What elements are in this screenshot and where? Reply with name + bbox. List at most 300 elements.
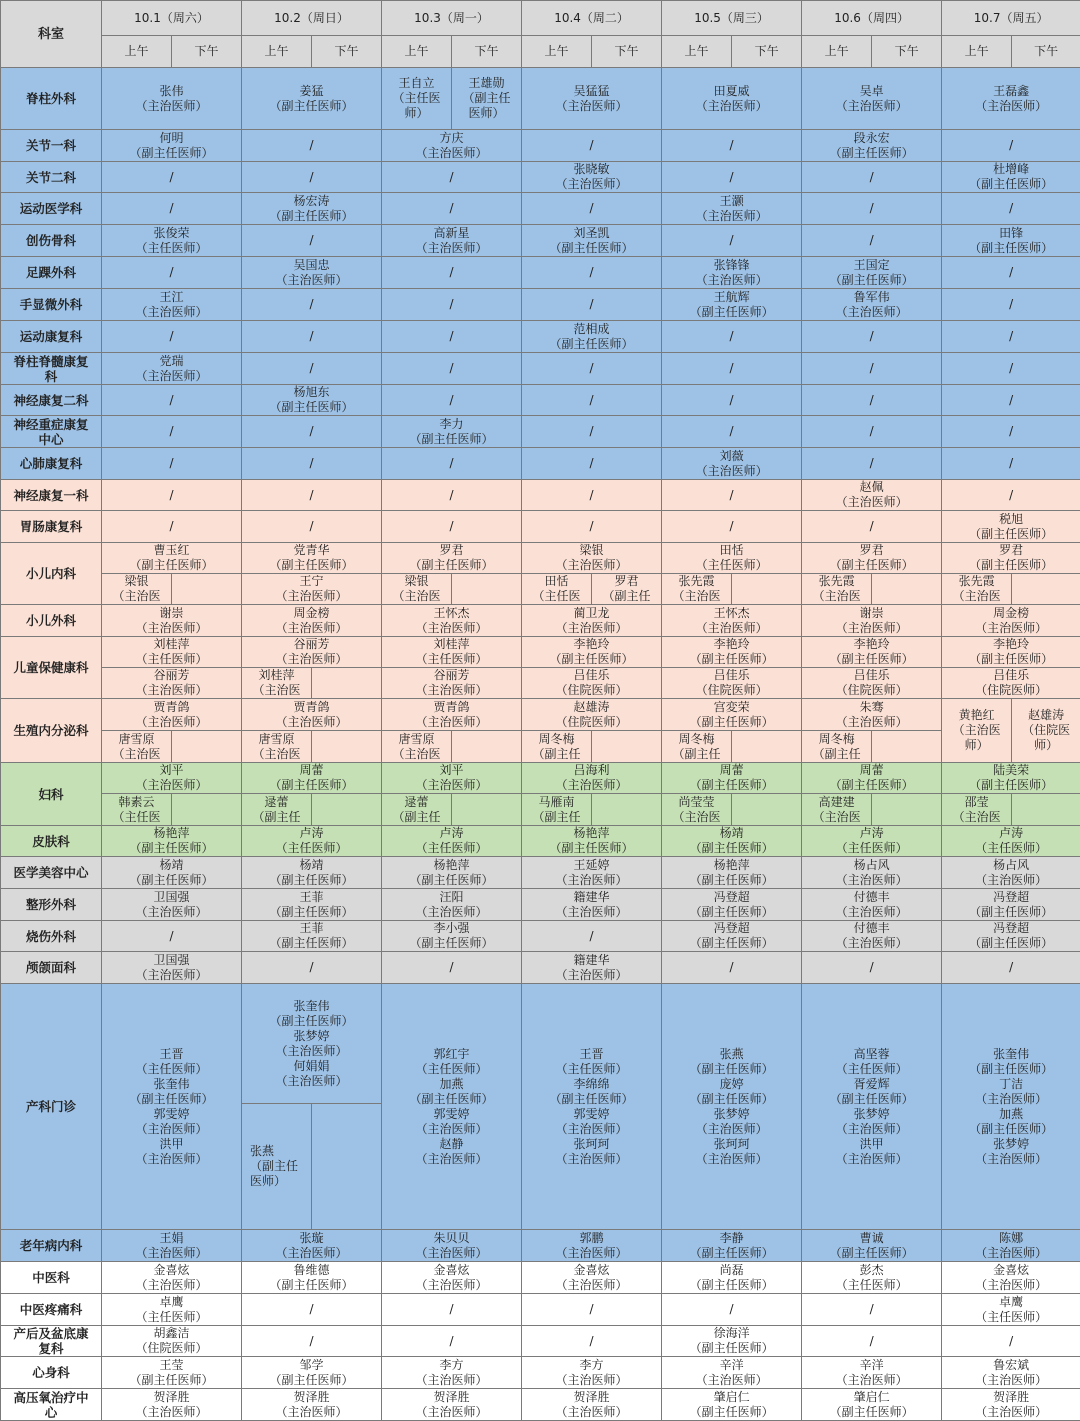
schedule-cell: / [382, 480, 522, 511]
pm-header: 下午 [1012, 36, 1080, 68]
pm-header: 下午 [172, 36, 242, 68]
dept-name: 烧伤外科 [1, 921, 102, 952]
schedule-cell: / [662, 321, 802, 353]
schedule-cell: 党瑞 （主治医师） [102, 353, 242, 385]
schedule-cell: 李小强 （副主任医师） [382, 921, 522, 952]
am-header: 上午 [662, 36, 732, 68]
schedule-cell: 谢崇 （主治医师） [802, 605, 942, 637]
dept-name: 高压氧治疗中 心 [1, 1389, 102, 1421]
schedule-cell: 王娟 （主治医师） [102, 1230, 242, 1262]
schedule-cell: / [662, 162, 802, 193]
schedule-cell: 杨占风 （主治医师） [802, 857, 942, 889]
schedule-cell: 王航辉 （副主任医师） [662, 289, 802, 321]
schedule-cell: / [382, 448, 522, 480]
schedule-cell: 卢涛 （主任医师） [942, 826, 1080, 857]
schedule-cell: 吴卓 （主治医师） [802, 68, 942, 130]
dept-name: 神经康复一科 [1, 480, 102, 511]
am-header: 上午 [242, 36, 312, 68]
dept-name: 颅颌面科 [1, 952, 102, 984]
schedule-cell [732, 794, 802, 826]
schedule-cell: 卢涛 （主任医师） [382, 826, 522, 857]
schedule-cell: 徐海洋 （副主任医师） [662, 1326, 802, 1357]
dept-name: 胃肠康复科 [1, 511, 102, 543]
schedule-cell: / [242, 130, 382, 162]
schedule-cell: / [382, 193, 522, 225]
schedule-cell: 杨旭东 （副主任医师） [242, 385, 382, 416]
schedule-cell [312, 1104, 382, 1230]
dept-name: 关节一科 [1, 130, 102, 162]
schedule-cell: 高新星 （主治医师） [382, 225, 522, 257]
table-row [1, 385, 1080, 416]
dept-name: 运动康复科 [1, 321, 102, 353]
schedule-cell: 汪阳 （主治医师） [382, 889, 522, 921]
schedule-cell: 谷丽芳 （主治医师） [382, 668, 522, 699]
am-header: 上午 [102, 36, 172, 68]
day-header: 10.6（周四） [802, 1, 942, 36]
day-header: 10.4（周二） [522, 1, 662, 36]
schedule-cell: 马雁南 （副主任 [522, 794, 592, 826]
schedule-cell [312, 668, 382, 699]
table-row [1, 353, 1080, 385]
table-row [1, 416, 1080, 448]
dept-name: 心肺康复科 [1, 448, 102, 480]
schedule-cell: / [382, 1294, 522, 1326]
schedule-cell: 张奎伟 （副主任医师） 张梦婷 （主治医师） 何娟娟 （主治医师） [242, 984, 382, 1104]
schedule-cell: 尚磊 （副主任医师） [662, 1262, 802, 1294]
schedule-cell: 贺泽胜 （主治医师） [522, 1389, 662, 1421]
schedule-cell: 王宁 （主治医师） [242, 574, 382, 605]
table-row [1, 731, 1080, 763]
schedule-cell: / [242, 480, 382, 511]
schedule-cell: / [382, 257, 522, 289]
schedule-cell: 王菲 （副主任医师） [242, 889, 382, 921]
schedule-cell: 张锋锋 （主治医师） [662, 257, 802, 289]
schedule-cell: 卫国强 （主治医师） [102, 952, 242, 984]
table-row [1, 480, 1080, 511]
schedule-cell: / [802, 416, 942, 448]
am-header: 上午 [522, 36, 592, 68]
am-header: 上午 [802, 36, 872, 68]
schedule-cell: 杨艳萍 （副主任医师） [522, 826, 662, 857]
schedule-cell: / [662, 353, 802, 385]
schedule-cell: 罗君 （副主任医师） [942, 543, 1080, 574]
schedule-cell: 逯蕾 （副主任 [382, 794, 452, 826]
table-row [1, 321, 1080, 353]
schedule-cell: / [802, 1294, 942, 1326]
schedule-cell [592, 794, 662, 826]
schedule-cell: / [662, 1294, 802, 1326]
schedule-cell: 杨宏涛 （副主任医师） [242, 193, 382, 225]
schedule-cell: 刘桂萍 （主任医师） [102, 637, 242, 668]
schedule-cell: / [662, 480, 802, 511]
schedule-cell: 贺泽胜 （主治医师） [242, 1389, 382, 1421]
schedule-cell: 鲁宏斌 （主治医师） [942, 1357, 1080, 1389]
schedule-cell: 金喜炫 （主治医师） [522, 1262, 662, 1294]
schedule-cell: / [942, 448, 1080, 480]
schedule-cell: / [942, 952, 1080, 984]
schedule-cell: 杨艳萍 （副主任医师） [662, 857, 802, 889]
schedule-cell: 蔺卫龙 （主治医师） [522, 605, 662, 637]
schedule-cell [732, 731, 802, 763]
schedule-cell [172, 574, 242, 605]
schedule-cell: 周金榜 （主治医师） [242, 605, 382, 637]
schedule-cell: 彭杰 （主任医师） [802, 1262, 942, 1294]
day-header: 10.7（周五） [942, 1, 1080, 36]
dept-name: 关节二科 [1, 162, 102, 193]
schedule-cell: 刘薇 （主治医师） [662, 448, 802, 480]
schedule-cell: / [942, 289, 1080, 321]
schedule-cell [592, 731, 662, 763]
schedule-cell: 唐雪原 （主治医 [102, 731, 172, 763]
schedule-cell: 吕海利 （主治医师） [522, 763, 662, 794]
schedule-cell: 鲁军伟 （主治医师） [802, 289, 942, 321]
schedule-cell: 张先霞 （主治医 [802, 574, 872, 605]
dept-name: 整形外科 [1, 889, 102, 921]
schedule-cell: / [102, 385, 242, 416]
schedule-cell: 吴猛猛 （主治医师） [522, 68, 662, 130]
schedule-cell: 周冬梅 （副主任 [522, 731, 592, 763]
schedule-cell: 卫国强 （主治医师） [102, 889, 242, 921]
schedule-cell: 税旭 （副主任医师） [942, 511, 1080, 543]
schedule-cell: 贺泽胜 （主治医师） [382, 1389, 522, 1421]
pm-header: 下午 [732, 36, 802, 68]
schedule-cell: 籍建华 （主治医师） [522, 952, 662, 984]
schedule-cell: / [942, 480, 1080, 511]
schedule-cell: 张燕 （副主任 医师） [242, 1104, 312, 1230]
schedule-cell [312, 731, 382, 763]
dept-name: 儿童保健康科 [1, 637, 102, 699]
schedule-cell: 贾青鸽 （主治医师） [242, 699, 382, 731]
schedule-cell: 李方 （主治医师） [522, 1357, 662, 1389]
schedule-cell: / [662, 225, 802, 257]
schedule-cell: 吴国忠 （主治医师） [242, 257, 382, 289]
schedule-cell: / [662, 952, 802, 984]
dept-name: 医学美容中心 [1, 857, 102, 889]
schedule-cell [312, 794, 382, 826]
schedule-cell: 王莹 （副主任医师） [102, 1357, 242, 1389]
schedule-cell: / [522, 385, 662, 416]
schedule-cell: 张俊荣 （主任医师） [102, 225, 242, 257]
schedule-cell: / [382, 353, 522, 385]
schedule-cell: 吕佳乐 （住院医师） [802, 668, 942, 699]
schedule-cell: 邵莹 （主治医 [942, 794, 1012, 826]
schedule-cell: / [102, 257, 242, 289]
schedule-cell: 胡鑫洁 （住院医师） [102, 1326, 242, 1357]
schedule-cell: / [522, 1326, 662, 1357]
schedule-cell [172, 794, 242, 826]
table-row [1, 637, 1080, 668]
schedule-cell: 张燕 （副主任医师） 庞婷 （副主任医师） 张梦婷 （主治医师） 张珂珂 （主治医师） [662, 984, 802, 1230]
schedule-cell: / [382, 511, 522, 543]
day-header: 10.5（周三） [662, 1, 802, 36]
schedule-cell: / [942, 353, 1080, 385]
schedule-cell: 杨靖 （副主任医师） [662, 826, 802, 857]
dept-name: 妇科 [1, 763, 102, 826]
pm-header: 下午 [592, 36, 662, 68]
schedule-cell: 韩素云 （主任医 [102, 794, 172, 826]
schedule-cell: 刘平 （主治医师） [382, 763, 522, 794]
table-row [1, 1230, 1080, 1262]
day-header: 10.1（周六） [102, 1, 242, 36]
table-row [1, 193, 1080, 225]
schedule-cell: / [942, 257, 1080, 289]
schedule-cell: 卓鹰 （主任医师） [942, 1294, 1080, 1326]
schedule-cell [1012, 574, 1080, 605]
schedule-cell: 王延婷 （主治医师） [522, 857, 662, 889]
schedule-cell: / [942, 385, 1080, 416]
schedule-cell: 张先霞 （主治医 [942, 574, 1012, 605]
schedule-cell: / [802, 448, 942, 480]
schedule-cell: / [662, 416, 802, 448]
schedule-cell [732, 574, 802, 605]
schedule-cell: 吕佳乐 （住院医师） [662, 668, 802, 699]
schedule-cell: 高坚蓉 （主任医师） 胥爱辉 （副主任医师） 张梦婷 （主治医师） 洪甲 （主治医师） [802, 984, 942, 1230]
schedule-cell: 高建建 （主治医 [802, 794, 872, 826]
dept-name: 生殖内分泌科 [1, 699, 102, 763]
schedule-cell: 贺泽胜 （主治医师） [102, 1389, 242, 1421]
schedule-cell: 王雄勋 （副主任 医师） [452, 68, 522, 130]
schedule-cell: 王怀杰 （主治医师） [382, 605, 522, 637]
table-row [1, 289, 1080, 321]
dept-name: 心身科 [1, 1357, 102, 1389]
schedule-cell: 刘桂萍 （主治医 [242, 668, 312, 699]
schedule-cell: 陈娜 （主治医师） [942, 1230, 1080, 1262]
schedule-cell [872, 574, 942, 605]
schedule-cell: 王自立 （主任医 师） [382, 68, 452, 130]
schedule-cell: / [242, 321, 382, 353]
schedule-cell: 贾青鸽 （主治医师） [382, 699, 522, 731]
schedule-cell: 逯蕾 （副主任 [242, 794, 312, 826]
pm-header: 下午 [872, 36, 942, 68]
am-header: 上午 [382, 36, 452, 68]
schedule-cell: 王江 （主治医师） [102, 289, 242, 321]
schedule-cell [172, 731, 242, 763]
schedule-cell: 金喜炫 （主治医师） [942, 1262, 1080, 1294]
schedule-cell [1012, 794, 1080, 826]
schedule-cell: / [802, 225, 942, 257]
schedule-cell: / [522, 448, 662, 480]
schedule-cell: 王晋 （主任医师） 李绵绵 （副主任医师） 郭雯婷 （主治医师） 张珂珂 （主治医师） [522, 984, 662, 1230]
day-header: 10.3（周一） [382, 1, 522, 36]
dept-name: 手显微外科 [1, 289, 102, 321]
schedule-cell: / [522, 1294, 662, 1326]
schedule-cell: 曹玉红 （副主任医师） [102, 543, 242, 574]
schedule-cell: 朱骞 （主治医师） [802, 699, 942, 731]
schedule-cell: 赵雄涛 （住院医师） [522, 699, 662, 731]
dept-name: 产科门诊 [1, 984, 102, 1230]
schedule-cell: 周蕾 （副主任医师） [242, 763, 382, 794]
table-row [1, 1389, 1080, 1421]
table-row [1, 1326, 1080, 1357]
table-row [1, 857, 1080, 889]
pm-header: 下午 [452, 36, 522, 68]
schedule-cell: 张奎伟 （副主任医师） 丁洁 （主治医师） 加燕 （副主任医师） 张梦婷 （主治医师） [942, 984, 1080, 1230]
schedule-cell: 朱贝贝 （主治医师） [382, 1230, 522, 1262]
pm-header: 下午 [312, 36, 382, 68]
table-row [1, 511, 1080, 543]
schedule-cell: / [802, 385, 942, 416]
schedule-cell: 卢涛 （主任医师） [802, 826, 942, 857]
schedule-cell: / [102, 193, 242, 225]
corner-header: 科室 [1, 1, 102, 68]
dept-name: 老年病内科 [1, 1230, 102, 1262]
schedule-cell: / [102, 416, 242, 448]
schedule-cell: 肇启仁 （副主任医师） [802, 1389, 942, 1421]
schedule-cell: / [802, 162, 942, 193]
schedule-cell: 冯登超 （副主任医师） [942, 921, 1080, 952]
schedule-cell: 王怀杰 （主治医师） [662, 605, 802, 637]
schedule-cell: 王磊鑫 （主治医师） [942, 68, 1080, 130]
schedule-cell: / [242, 416, 382, 448]
schedule-cell: 籍建华 （主治医师） [522, 889, 662, 921]
schedule-cell: 杨占风 （主治医师） [942, 857, 1080, 889]
schedule-cell: / [662, 130, 802, 162]
schedule-cell: 梁银 （主治医 [102, 574, 172, 605]
schedule-cell: / [382, 952, 522, 984]
table-row [1, 574, 1080, 605]
schedule-cell: / [522, 480, 662, 511]
dept-name: 脊柱脊髓康复 科 [1, 353, 102, 385]
schedule-cell: 田夏威 （主治医师） [662, 68, 802, 130]
schedule-cell: / [102, 448, 242, 480]
table-row [1, 921, 1080, 952]
schedule-cell: 金喜炫 （主治医师） [382, 1262, 522, 1294]
schedule-cell: / [802, 193, 942, 225]
schedule-cell: 尚莹莹 （主治医 [662, 794, 732, 826]
schedule-cell: 梁银 （主治医 [382, 574, 452, 605]
schedule-cell: 田恬 （主任医师） [662, 543, 802, 574]
schedule-cell [872, 731, 942, 763]
schedule-cell: 贺泽胜 （主治医师） [942, 1389, 1080, 1421]
schedule-cell: 王国定 （副主任医师） [802, 257, 942, 289]
table-row [1, 984, 1080, 1104]
schedule-cell: 鲁维德 （副主任医师） [242, 1262, 382, 1294]
dept-name: 足踝外科 [1, 257, 102, 289]
dept-name: 神经康复二科 [1, 385, 102, 416]
schedule-cell: / [942, 416, 1080, 448]
schedule-cell: 辛洋 （主治医师） [802, 1357, 942, 1389]
schedule-cell: 谷丽芳 （主治医师） [102, 668, 242, 699]
header-day-row [1, 1, 1080, 36]
schedule-cell: 周金榜 （主治医师） [942, 605, 1080, 637]
schedule-cell: 李艳玲 （副主任医师） [942, 637, 1080, 668]
table-row [1, 952, 1080, 984]
schedule-cell: / [242, 952, 382, 984]
schedule-cell: 付德丰 （主治医师） [802, 889, 942, 921]
schedule-cell: / [522, 921, 662, 952]
schedule-cell [452, 794, 522, 826]
schedule-cell: 卓鹰 （主任医师） [102, 1294, 242, 1326]
header-period-row [1, 36, 1080, 68]
schedule-cell: 谢崇 （主治医师） [102, 605, 242, 637]
schedule-cell: / [522, 416, 662, 448]
schedule-cell: / [942, 193, 1080, 225]
schedule-cell [872, 794, 942, 826]
schedule-cell: 王晋 （主任医师） 张奎伟 （副主任医师） 郭雯婷 （主治医师） 洪甲 （主治医师） [102, 984, 242, 1230]
schedule-cell: 田恬 （主任医 [522, 574, 592, 605]
schedule-cell: / [242, 289, 382, 321]
schedule-cell: / [242, 353, 382, 385]
schedule-cell: 张晓敏 （主治医师） [522, 162, 662, 193]
schedule-cell: / [522, 289, 662, 321]
schedule-cell: 黄艳红 （主治医 师） [942, 699, 1012, 763]
schedule-cell: / [242, 448, 382, 480]
table-row [1, 225, 1080, 257]
schedule-cell: 郭鹏 （主治医师） [522, 1230, 662, 1262]
schedule-cell: 罗君 （副主任医师） [382, 543, 522, 574]
schedule-cell: 刘桂萍 （主任医师） [382, 637, 522, 668]
schedule-cell: / [662, 385, 802, 416]
schedule-cell: 李力 （副主任医师） [382, 416, 522, 448]
day-header: 10.2（周日） [242, 1, 382, 36]
schedule-cell: 卢涛 （主任医师） [242, 826, 382, 857]
schedule-cell: 冯登超 （副主任医师） [942, 889, 1080, 921]
am-header: 上午 [942, 36, 1012, 68]
schedule-cell: 郭红宇 （主任医师） 加燕 （副主任医师） 郭雯婷 （主治医师） 赵静 （主治医师） [382, 984, 522, 1230]
schedule-cell: 杨艳萍 （副主任医师） [102, 826, 242, 857]
schedule-cell: / [102, 162, 242, 193]
table-row [1, 699, 1080, 731]
schedule-cell: / [522, 511, 662, 543]
schedule-cell: 刘圣凯 （副主任医师） [522, 225, 662, 257]
schedule-cell: / [382, 289, 522, 321]
schedule-cell: 金喜炫 （主治医师） [102, 1262, 242, 1294]
table-row [1, 162, 1080, 193]
schedule-cell: 李静 （副主任医师） [662, 1230, 802, 1262]
dept-name: 中医科 [1, 1262, 102, 1294]
schedule-cell: 张璇 （主治医师） [242, 1230, 382, 1262]
table-row [1, 826, 1080, 857]
schedule-cell: 谷丽芳 （主治医师） [242, 637, 382, 668]
schedule-cell: 周冬梅 （副主任 [802, 731, 872, 763]
schedule-cell: 张先霞 （主治医 [662, 574, 732, 605]
table-row [1, 257, 1080, 289]
schedule-cell: / [802, 952, 942, 984]
schedule-cell: / [242, 1326, 382, 1357]
schedule-cell [452, 731, 522, 763]
dept-name: 神经重症康复 中心 [1, 416, 102, 448]
schedule-cell: 杨艳萍 （副主任医师） [382, 857, 522, 889]
table-row [1, 68, 1080, 130]
dept-name: 皮肤科 [1, 826, 102, 857]
schedule-cell: 李方 （主治医师） [382, 1357, 522, 1389]
schedule-cell: 赵佩 （主治医师） [802, 480, 942, 511]
schedule-cell: / [522, 353, 662, 385]
dept-name: 运动医学科 [1, 193, 102, 225]
schedule-cell: 周蕾 （副主任医师） [802, 763, 942, 794]
schedule-cell: 罗君 （副主任医师） [802, 543, 942, 574]
schedule-cell: 吕佳乐 （住院医师） [522, 668, 662, 699]
obstetrics-section [1, 984, 1080, 1230]
schedule-cell: / [802, 321, 942, 353]
table-row [1, 1294, 1080, 1326]
table-row [1, 448, 1080, 480]
schedule-cell: 杨靖 （副主任医师） [102, 857, 242, 889]
schedule-cell: / [382, 321, 522, 353]
dept-name: 创伤骨科 [1, 225, 102, 257]
schedule-cell: 方庆 （主治医师） [382, 130, 522, 162]
schedule-cell: / [242, 162, 382, 193]
schedule-cell: 李艳玲 （副主任医师） [662, 637, 802, 668]
schedule-cell: 辛洋 （主治医师） [662, 1357, 802, 1389]
schedule-cell: 杨靖 （副主任医师） [242, 857, 382, 889]
schedule-cell: 杜增峰 （副主任医师） [942, 162, 1080, 193]
table-row [1, 889, 1080, 921]
schedule-cell: / [102, 321, 242, 353]
schedule-cell: / [522, 130, 662, 162]
table-row [1, 130, 1080, 162]
schedule-cell: 唐雪原 （主治医 [242, 731, 312, 763]
